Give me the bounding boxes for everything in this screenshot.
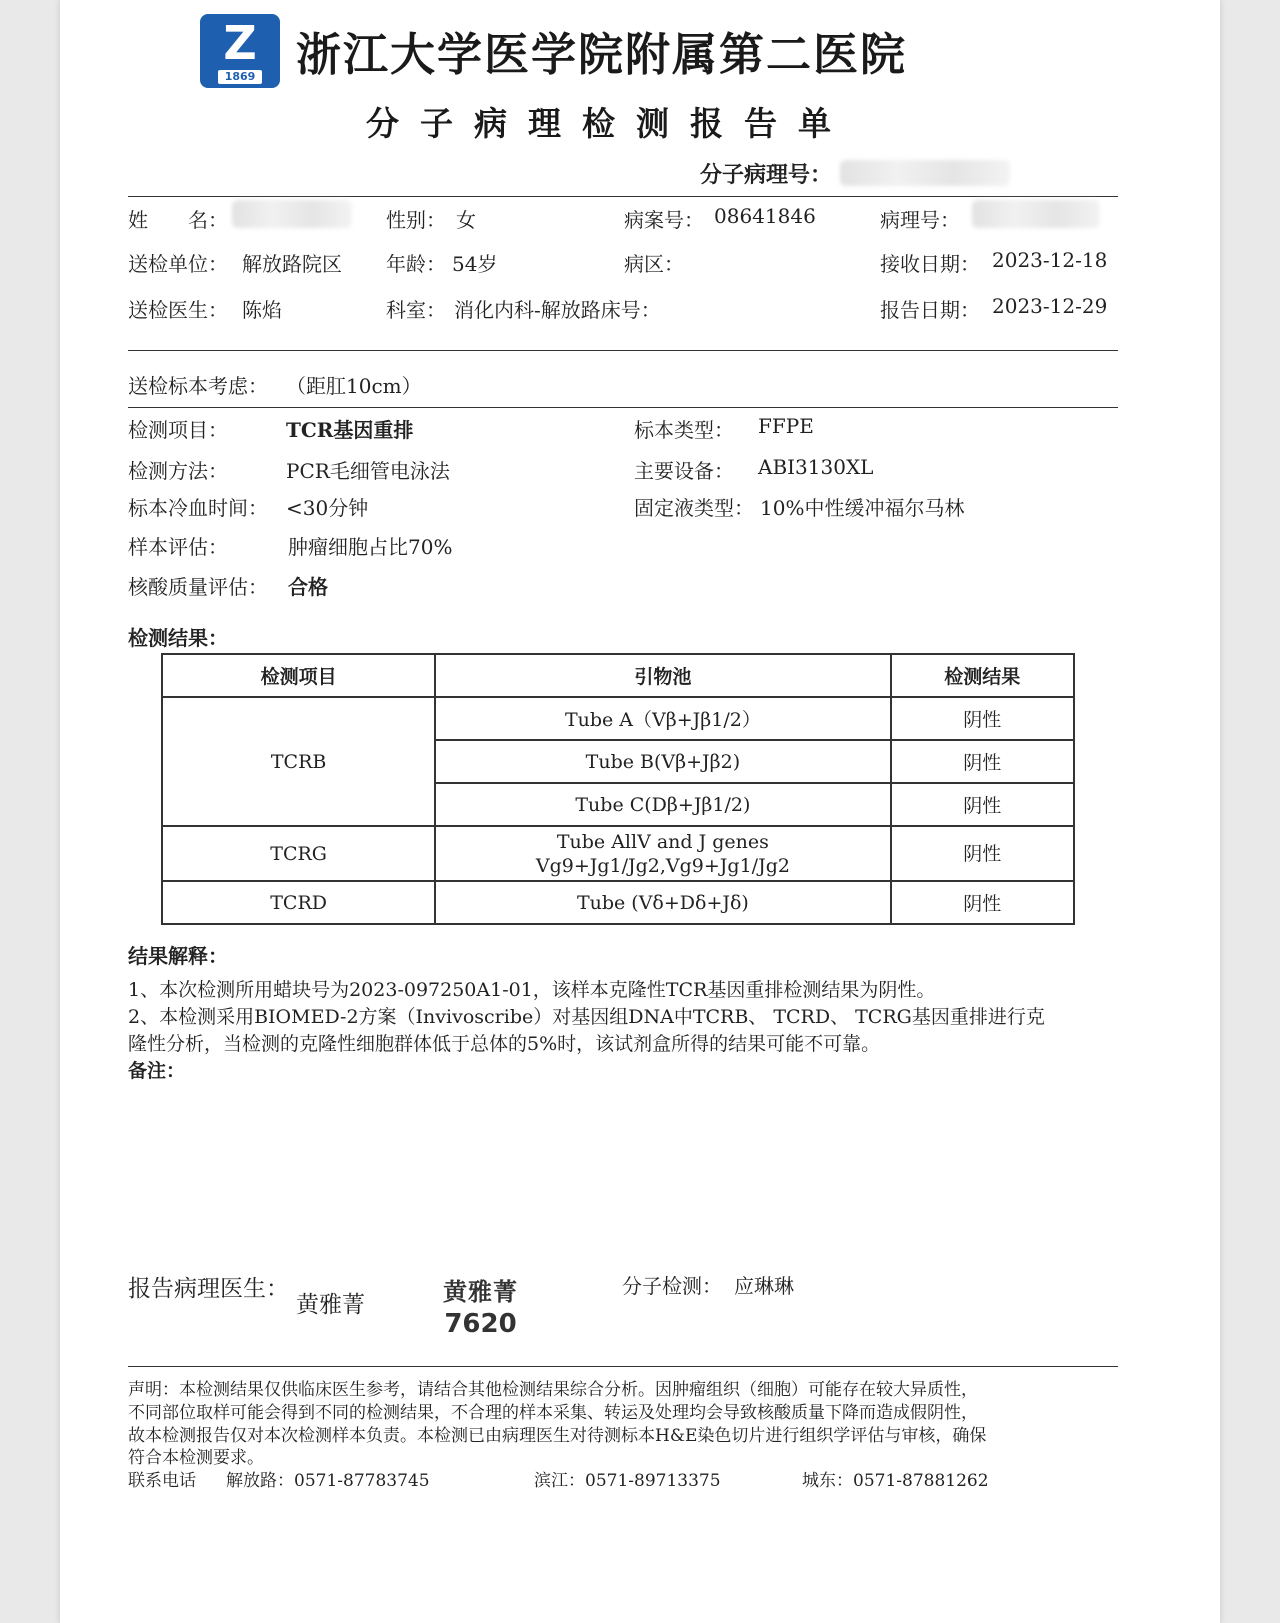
sample-eval-label: 样本评估： bbox=[128, 535, 228, 559]
cell-primer: Tube (Vδ+Dδ+Jδ) bbox=[435, 881, 890, 924]
method-label: 检测方法： bbox=[128, 459, 228, 483]
molecular-pathology-no-label: 分子病理号： bbox=[700, 162, 833, 188]
disclaimer-line-2: 不同部位取样可能会得到不同的检测结果，不合理的样本采集、转运及处理均会导致核酸质量下降而造成假阴性， bbox=[128, 1403, 978, 1423]
col-header-item: 检测项目 bbox=[162, 654, 435, 697]
report-date-label: 报告日期： bbox=[880, 298, 980, 322]
report-page bbox=[60, 0, 1220, 1623]
item-value: TCR基因重排 bbox=[286, 418, 414, 442]
phone-jiefang: 解放路：0571-87783745 bbox=[226, 1471, 430, 1491]
pathologist-label: 报告病理医生： bbox=[128, 1276, 289, 1302]
doctor-value: 陈焰 bbox=[242, 298, 282, 322]
phone-binjiang: 滨江：0571-89713375 bbox=[534, 1471, 721, 1491]
dept-label: 科室： bbox=[386, 298, 446, 322]
sample-type-label: 标本类型： bbox=[634, 418, 734, 442]
cell-item-tcrg: TCRG bbox=[162, 826, 435, 881]
col-header-result: 检测结果 bbox=[891, 654, 1074, 697]
remarks-label: 备注： bbox=[128, 1060, 186, 1082]
report-title: 分子病理检测报告单 bbox=[366, 104, 852, 143]
stamp-id: 7620 bbox=[444, 1309, 517, 1339]
redacted-name bbox=[232, 200, 352, 228]
sample-eval-value: 肿瘤细胞占比70% bbox=[288, 535, 453, 559]
gender-label: 性别： bbox=[386, 208, 446, 232]
cell-item-tcrb: TCRB bbox=[162, 697, 435, 826]
hospital-name: 浙江大学医学院附属第二医院 bbox=[296, 28, 908, 81]
equipment-value: ABI3130XL bbox=[758, 455, 874, 479]
results-heading: 检测结果： bbox=[128, 626, 228, 650]
cell-result: 阴性 bbox=[891, 826, 1074, 881]
pathologist-stamp bbox=[443, 1272, 518, 1339]
table-row bbox=[162, 826, 1074, 881]
equipment-label: 主要设备： bbox=[634, 459, 734, 483]
interpretation-line-2: 2、本检测采用BIOMED-2方案（Invivoscribe）对基因组DNA中TCRB、 TCRD、 TCRG基因重排进行克 bbox=[128, 1006, 1045, 1028]
interpretation-line-1: 1、本次检测所用蜡块号为2023-097250A1-01，该样本克隆性TCR基因重排检测结果为阴性。 bbox=[128, 979, 936, 1001]
primer-line-1: Tube AllV and J genes bbox=[556, 830, 769, 853]
received-date: 2023-12-18 bbox=[992, 248, 1108, 272]
divider bbox=[128, 1366, 1118, 1367]
table-header-row bbox=[162, 654, 1074, 697]
fixative-value: 10%中性缓冲福尔马林 bbox=[760, 496, 965, 520]
disclaimer-line-4: 符合本检测要求。 bbox=[128, 1448, 264, 1468]
report-date: 2023-12-29 bbox=[992, 294, 1108, 318]
na-quality-label: 核酸质量评估： bbox=[128, 575, 268, 599]
molecular-tester-name: 应琳琳 bbox=[734, 1274, 794, 1298]
consideration-value: （距肛10cm） bbox=[286, 374, 422, 398]
case-no-value: 08641846 bbox=[714, 204, 816, 228]
ward-label: 病区： bbox=[624, 252, 684, 276]
disclaimer-line-1: 声明：本检测结果仅供临床医生参考，请结合其他检测结果综合分析。因肿瘤组织（细胞）可能存在较大异质性， bbox=[128, 1380, 978, 1400]
table-row bbox=[162, 697, 1074, 740]
interpretation-heading: 结果解释： bbox=[128, 944, 228, 968]
redacted-pathology-no bbox=[972, 200, 1100, 228]
table-row bbox=[162, 881, 1074, 924]
logo-z-mark: Z bbox=[223, 16, 257, 70]
cold-ischemia-label: 标本冷血时间： bbox=[128, 496, 268, 520]
cell-primer: Tube A（Vβ+Jβ1/2） bbox=[435, 697, 890, 740]
age-label: 年龄： bbox=[386, 252, 446, 276]
cold-ischemia-value: <30分钟 bbox=[286, 496, 369, 520]
method-value: PCR毛细管电泳法 bbox=[286, 459, 450, 483]
pathologist-name: 黄雅菁 bbox=[296, 1292, 365, 1318]
primer-line-2: Vg9+Jg1/Jg2,Vg9+Jg1/Jg2 bbox=[535, 854, 790, 877]
sample-type-value: FFPE bbox=[758, 414, 814, 438]
molecular-tester-label: 分子检测： bbox=[622, 1274, 722, 1298]
cell-result: 阴性 bbox=[891, 881, 1074, 924]
received-label: 接收日期： bbox=[880, 252, 980, 276]
cell-primer: Tube B(Vβ+Jβ2) bbox=[435, 740, 890, 783]
dept-value: 消化内科-解放路床号： bbox=[454, 298, 661, 322]
hospital-logo bbox=[200, 14, 280, 88]
gender-value: 女 bbox=[456, 208, 476, 232]
case-no-label: 病案号： bbox=[624, 208, 704, 232]
divider bbox=[128, 350, 1118, 351]
fixative-label: 固定液类型： bbox=[634, 496, 754, 520]
unit-value: 解放路院区 bbox=[242, 252, 342, 276]
logo-year: 1869 bbox=[218, 70, 262, 84]
age-value: 54岁 bbox=[452, 252, 498, 276]
cell-result: 阴性 bbox=[891, 697, 1074, 740]
pathology-no-label: 病理号： bbox=[880, 208, 960, 232]
cell-result: 阴性 bbox=[891, 740, 1074, 783]
divider bbox=[128, 407, 1118, 408]
cell-item-tcrd: TCRD bbox=[162, 881, 435, 924]
unit-label: 送检单位： bbox=[128, 252, 228, 276]
results-table bbox=[161, 653, 1075, 925]
disclaimer-line-3: 故本检测报告仅对本次检测样本负责。本检测已由病理医生对待测标本H&E染色切片进行组织学评估与审核，确保 bbox=[128, 1426, 987, 1446]
redacted-molecular-no bbox=[840, 160, 1010, 186]
cell-primer bbox=[435, 826, 890, 881]
item-label: 检测项目： bbox=[128, 418, 228, 442]
contact-label: 联系电话 bbox=[128, 1471, 196, 1491]
phone-chengdong: 城东：0571-87881262 bbox=[802, 1471, 989, 1491]
name-label: 姓 名： bbox=[128, 208, 228, 232]
cell-result: 阴性 bbox=[891, 783, 1074, 826]
doctor-label: 送检医生： bbox=[128, 298, 228, 322]
col-header-primer: 引物池 bbox=[435, 654, 890, 697]
stamp-name: 黄雅菁 bbox=[443, 1278, 518, 1306]
na-quality-value: 合格 bbox=[288, 575, 328, 599]
interpretation-line-3: 隆性分析，当检测的克隆性细胞群体低于总体的5%时，该试剂盒所得的结果可能不可靠。 bbox=[128, 1033, 881, 1055]
consideration-label: 送检标本考虑： bbox=[128, 374, 268, 398]
cell-primer: Tube C(Dβ+Jβ1/2) bbox=[435, 783, 890, 826]
divider bbox=[128, 196, 1118, 197]
